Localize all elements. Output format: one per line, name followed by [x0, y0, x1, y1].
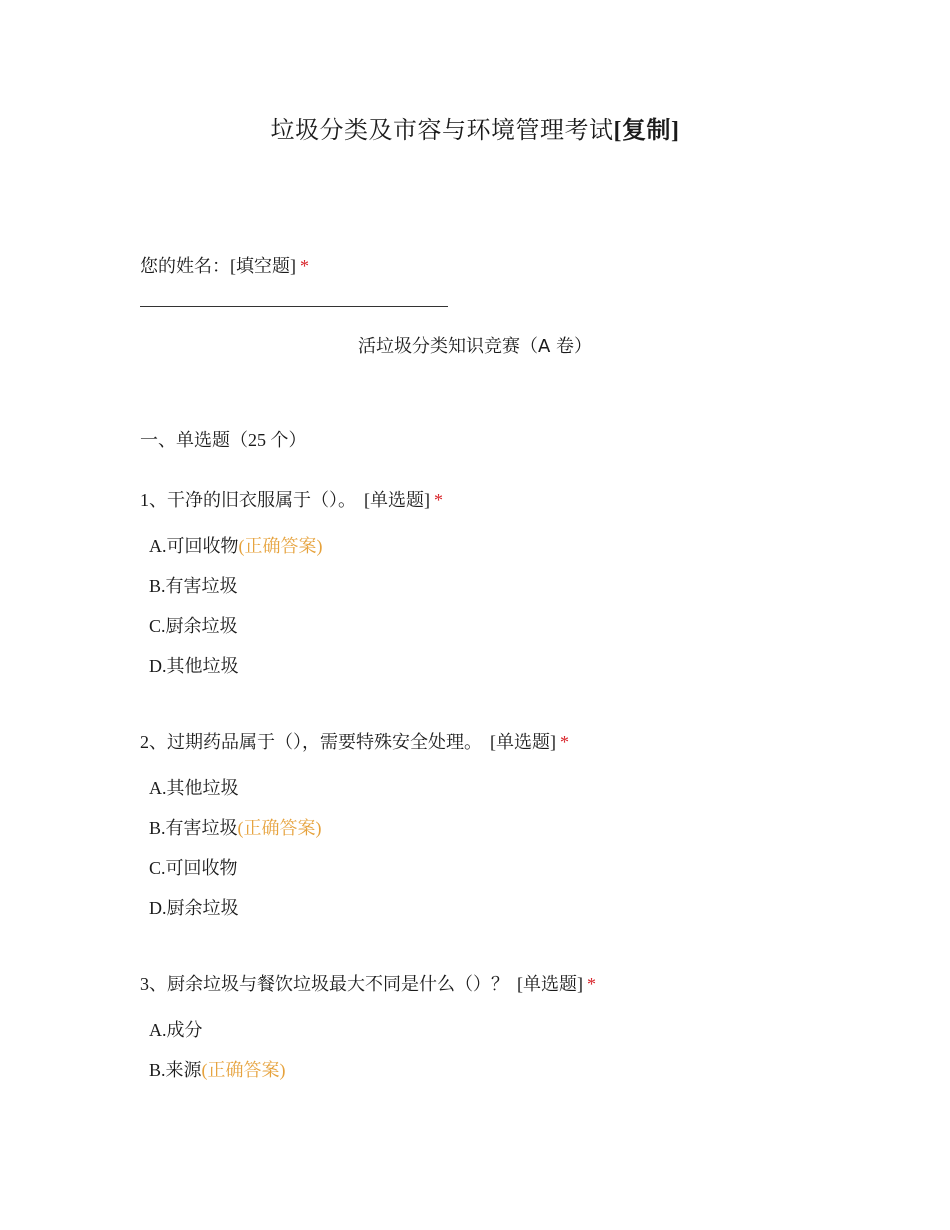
option-2a[interactable]: [149, 774, 239, 800]
quiz-subtitle: 活垃圾分类知识竞赛（A 卷）: [357, 336, 593, 357]
correct-answer-note: (正确答案): [238, 536, 323, 556]
option-3a[interactable]: [149, 1016, 203, 1042]
option-1b[interactable]: [149, 572, 238, 598]
question-2: [140, 728, 569, 754]
title-main: 垃圾分类及市容与环境管理考试: [270, 118, 614, 144]
question-type: [单选题]: [364, 490, 430, 510]
name-question-label: 您的姓名：: [140, 256, 230, 276]
option-text: B.有害垃圾: [149, 576, 238, 596]
required-mark: *: [434, 490, 443, 510]
required-mark: *: [587, 974, 596, 994]
title-suffix: [复制]: [613, 118, 680, 144]
option-text: A.成分: [149, 1020, 203, 1040]
option-2c[interactable]: [149, 854, 238, 880]
question-3: [140, 970, 596, 996]
page-title: [0, 110, 950, 145]
option-3b[interactable]: [149, 1056, 286, 1082]
option-text: D.其他垃圾: [149, 656, 239, 676]
option-text: D.厨余垃圾: [149, 898, 239, 918]
option-1a[interactable]: [149, 532, 323, 558]
question-type: [单选题]: [517, 974, 583, 994]
option-text: B.来源: [149, 1060, 202, 1080]
option-2b[interactable]: [149, 814, 322, 840]
name-answer-field[interactable]: [140, 306, 448, 307]
name-question: [140, 252, 309, 278]
correct-answer-note: (正确答案): [201, 1060, 286, 1080]
question-1: [140, 486, 443, 512]
option-1d[interactable]: [149, 652, 239, 678]
required-mark: *: [300, 256, 309, 276]
option-text: C.可回收物: [149, 858, 238, 878]
name-question-type: [填空题]: [230, 256, 296, 276]
question-text: 2、过期药品属于（），需要特殊安全处理。: [140, 732, 482, 752]
correct-answer-note: (正确答案): [237, 818, 322, 838]
question-text: 1、干净的旧衣服属于（）。: [140, 490, 356, 510]
option-text: A.其他垃圾: [149, 778, 239, 798]
question-text: 3、厨余垃圾与餐饮垃圾最大不同是什么（）？: [140, 974, 509, 994]
option-text: B.有害垃圾: [149, 818, 238, 838]
question-type: [单选题]: [490, 732, 556, 752]
option-1c[interactable]: [149, 612, 238, 638]
option-text: C.厨余垃圾: [149, 616, 238, 636]
required-mark: *: [560, 732, 569, 752]
section-heading: 一、单选题（25 个）: [140, 430, 307, 450]
option-text: A.可回收物: [149, 536, 239, 556]
option-2d[interactable]: [149, 894, 239, 920]
